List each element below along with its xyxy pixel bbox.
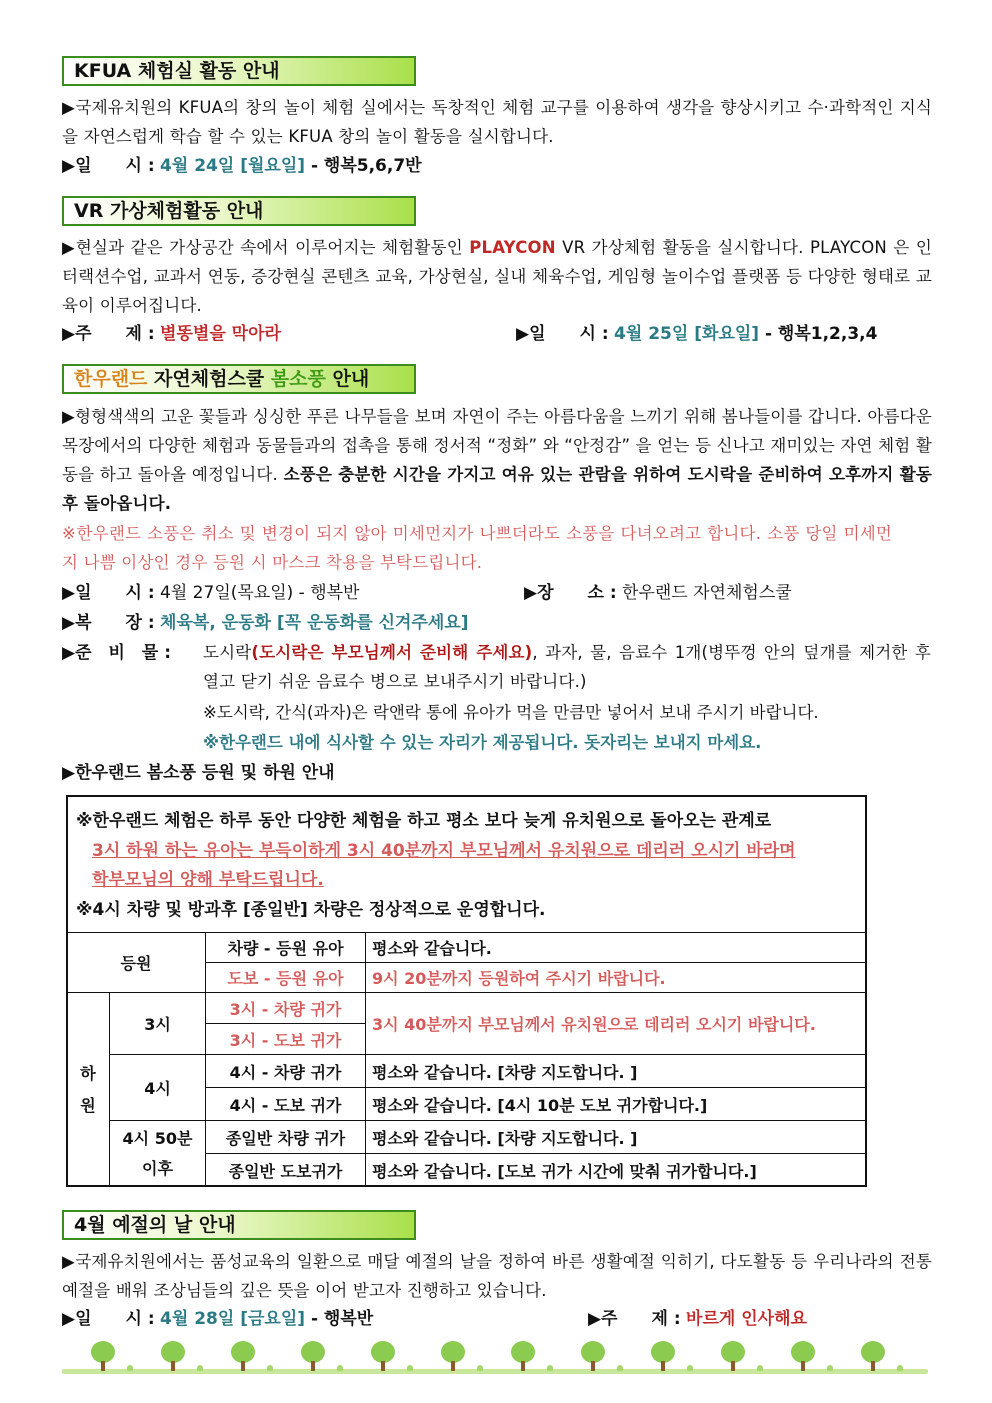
group-after-450: 4시 50분 이후 <box>110 1121 206 1187</box>
row-sub: 도보 - 등원 유아 <box>206 963 366 993</box>
kfua-date-target: - 행복5,6,7반 <box>305 156 422 176</box>
etiquette-date-row <box>62 1306 373 1332</box>
picnic-items-pre: 도시락 <box>203 643 252 662</box>
tree-icon <box>230 1341 256 1371</box>
arrival-label: 등원 <box>67 933 206 993</box>
vr-date-label: ▶일 시 : <box>516 324 609 344</box>
tree-icon <box>90 1341 116 1371</box>
picnic-clothes-row <box>62 610 468 636</box>
etiquette-date-label: ▶일 시 : <box>62 1309 155 1329</box>
row-desc: 평소와 같습니다. [차량 지도합니다. ] <box>366 1121 867 1154</box>
box-line-1: ※한우랜드 체험은 하루 동안 다양한 체험을 하고 평소 보다 늦게 유치원으로 돌아오는 관계로 <box>76 811 772 831</box>
picnic-section-title <box>62 364 416 394</box>
vr-desc-post: VR 가상체험 활동을 실시합니다. PLAYCON 은 인터랙션수업, 교과서 연동, 증강현실 콘텐츠 교육, 가상현실, 실내 체육수업, 게임형 놀이수업 플랫폼 등 다양한 형태로 교육이 이루어집니다. <box>62 238 932 315</box>
sprout-icon <box>337 1365 343 1371</box>
picnic-notice: ※한우랜드 소풍은 취소 및 변경이 되지 않아 미세먼지가 나쁘더라도 소풍을 다녀오려고 합니다. 소풍 당일 미세먼지 나쁨 이상인 경우 등원 시 마스크 착용을 부탁드립니다. <box>62 524 892 572</box>
sprout-icon <box>197 1365 203 1371</box>
sprout-icon <box>407 1365 413 1371</box>
etiquette-theme-value: 바르게 인사해요 <box>686 1309 807 1329</box>
picnic-date-label: ▶일 시 : <box>62 583 155 603</box>
box-line-2 <box>92 836 862 866</box>
picnic-title-end: 안내 <box>325 368 370 390</box>
pickup-schedule-table <box>66 932 867 1187</box>
picnic-place-value: 한우랜드 자연체험스쿨 <box>616 583 792 603</box>
sprout-icon <box>547 1365 553 1371</box>
row-desc: 3시 40분까지 부모님께서 유치원으로 데리러 오시기 바랍니다. <box>366 993 867 1055</box>
row-sub: 3시 - 차량 귀가 <box>206 993 366 1024</box>
group-4pm: 4시 <box>110 1055 206 1121</box>
tree-icon <box>440 1341 466 1371</box>
picnic-title-place: 한우랜드 <box>74 368 148 390</box>
etiquette-date-target: - 행복반 <box>305 1309 374 1329</box>
picnic-place-row <box>524 580 792 606</box>
kfua-date-value: 4월 24일 [월요일] <box>160 156 306 176</box>
picnic-clothes-value: 체육복, 운동화 [꼭 운동화를 신겨주세요] <box>160 613 469 633</box>
row-desc: 평소와 같습니다. [도보 귀가 시간에 맞춰 귀가합니다.] <box>366 1154 867 1187</box>
etiquette-theme-row <box>588 1306 807 1332</box>
vr-date-target: - 행복1,2,3,4 <box>759 324 878 344</box>
vr-theme-label: ▶주 제 : <box>62 324 155 344</box>
picnic-items-red: (도시락은 부모님께서 준비해 주세요) <box>251 643 533 662</box>
etiquette-date-value: 4월 28일 [금요일] <box>160 1309 306 1329</box>
box-line-3 <box>92 865 862 895</box>
dismissal-label: 하 원 <box>67 993 110 1187</box>
kfua-description: ▶국제유치원의 KFUA의 창의 놀이 체험 실에서는 독창적인 체험 교구를 이용하여 생각을 향상시키고 수·과학적인 지식을 자연스럽게 학습 할 수 있는 KFUA 창의 놀이 활동을 실시합니다. <box>62 98 932 146</box>
row-sub: 4시 - 차량 귀가 <box>206 1055 366 1088</box>
picnic-desc-bold: 소풍은 충분한 시간을 가지고 여유 있는 관람을 위하여 도시락을 준비하여 오후까지 활동 후 돌아옵니다. <box>62 465 932 513</box>
sprout-icon <box>897 1365 903 1371</box>
row-sub: 3시 - 도보 귀가 <box>206 1024 366 1055</box>
sprout-icon <box>267 1365 273 1371</box>
row-desc: 9시 20분까지 등원하여 주시기 바랍니다. <box>366 963 867 993</box>
table-row <box>67 933 867 963</box>
vr-theme-value: 별똥별을 막아라 <box>160 324 281 344</box>
vr-desc-brand: PLAYCON <box>469 238 556 257</box>
picnic-description <box>62 402 932 518</box>
group-3pm: 3시 <box>110 993 206 1055</box>
etiquette-theme-label: ▶주 제 : <box>588 1309 681 1329</box>
table-row <box>67 1121 867 1154</box>
etiquette-description: ▶국제유치원에서는 품성교육의 일환으로 매달 예절의 날을 정하여 바른 생활예절 익히기, 다도활동 등 우리나라의 전통 예절을 배워 조상님들의 깊은 뜻을 이어 받고자 진행하고 있습니다. <box>62 1252 932 1300</box>
tree-icon <box>510 1341 536 1371</box>
tree-icon <box>790 1341 816 1371</box>
table-row <box>67 993 867 1024</box>
vr-description <box>62 233 932 320</box>
tree-icon <box>650 1341 676 1371</box>
tree-icon <box>860 1341 886 1371</box>
picnic-items-note2: ※한우랜드 내에 식사할 수 있는 자리가 제공됩니다. 돗자리는 보내지 마세요. <box>203 733 762 752</box>
sprout-icon <box>617 1365 623 1371</box>
tree-icon <box>580 1341 606 1371</box>
tree-icon <box>370 1341 396 1371</box>
pickup-heading: ▶한우랜드 봄소풍 등원 및 하원 안내 <box>62 763 335 783</box>
vr-theme-row <box>62 321 281 347</box>
vr-desc-pre: ▶현실과 같은 가상공간 속에서 이루어지는 체험활동인 <box>62 238 470 257</box>
picnic-items-row <box>62 640 171 666</box>
row-sub: 종일반 차량 귀가 <box>206 1121 366 1154</box>
row-sub: 종일반 도보귀가 <box>206 1154 366 1187</box>
tree-icon <box>300 1341 326 1371</box>
vr-section-title: VR 가상체험활동 안내 <box>62 196 416 226</box>
etiquette-section-title: 4월 예절의 날 안내 <box>62 1210 416 1240</box>
table-row <box>67 1055 867 1088</box>
picnic-clothes-label: ▶복 장 : <box>62 613 155 633</box>
tree-icon <box>720 1341 746 1371</box>
tree-border-decoration <box>62 1340 928 1374</box>
kfua-date-row <box>62 153 422 179</box>
sprout-icon <box>127 1365 133 1371</box>
sprout-icon <box>757 1365 763 1371</box>
row-desc: 평소와 같습니다. [차량 지도합니다. ] <box>366 1055 867 1088</box>
picnic-title-mid: 자연체험스쿨 <box>147 368 271 390</box>
vr-date-row <box>516 321 877 347</box>
picnic-items-text <box>203 638 931 696</box>
sprout-icon <box>477 1365 483 1371</box>
picnic-date-value: 4월 27일(목요일) - 행복반 <box>154 583 360 603</box>
sprout-icon <box>827 1365 833 1371</box>
picnic-desc-normal: ▶형형색색의 고운 꽃들과 싱싱한 푸른 나무들을 보며 자연이 주는 아름다움을 느끼기 위해 봄나들이를 갑니다. 아름다운 목장에서의 다양한 체험과 동물들과의 접촉을 통해 정서적 “정화” 와 “안정감” 을 얻는 등 신나고 재미있는 자연 체험 활동을 하고 돌아올 예정입니다. <box>62 407 932 484</box>
row-sub: 차량 - 등원 유아 <box>206 933 366 963</box>
row-desc: 평소와 같습니다. [4시 10분 도보 귀가합니다.] <box>366 1088 867 1121</box>
picnic-items-note1: ※도시락, 간식(과자)은 락앤락 통에 유아가 먹을 만큼만 넣어서 보내 주시기 바랍니다. <box>203 703 819 722</box>
picnic-title-spring: 봄소풍 <box>270 368 326 390</box>
box-line-2-text: 3시 하원 하는 유아는 부득이하게 3시 40분까지 부모님께서 유치원으로 데리러 오시기 바라며 <box>92 841 796 861</box>
picnic-date-row <box>62 580 359 606</box>
kfua-section-title: KFUA 체험실 활동 안내 <box>62 56 416 86</box>
tree-icon <box>160 1341 186 1371</box>
vr-date-value: 4월 25일 [화요일] <box>614 324 760 344</box>
sprout-icon <box>687 1365 693 1371</box>
picnic-items-post: , 과자, 물, 음료수 1개(병뚜껑 안의 덮개를 제거한 후 열고 닫기 쉬운 음료수 병으로 보내주시기 바랍니다.) <box>203 643 931 691</box>
row-sub: 4시 - 도보 귀가 <box>206 1088 366 1121</box>
box-line-3-text: 학부모님의 양해 부탁드립니다. <box>92 870 324 890</box>
picnic-place-label: ▶장 소 : <box>524 583 617 603</box>
picnic-items-label: ▶준 비 물 : <box>62 643 172 663</box>
kfua-date-label: ▶일 시 : <box>62 156 155 176</box>
box-line-4: ※4시 차량 및 방과후 [종일반] 차량은 정상적으로 운영합니다. <box>76 900 546 920</box>
row-desc: 평소와 같습니다. <box>366 933 867 963</box>
